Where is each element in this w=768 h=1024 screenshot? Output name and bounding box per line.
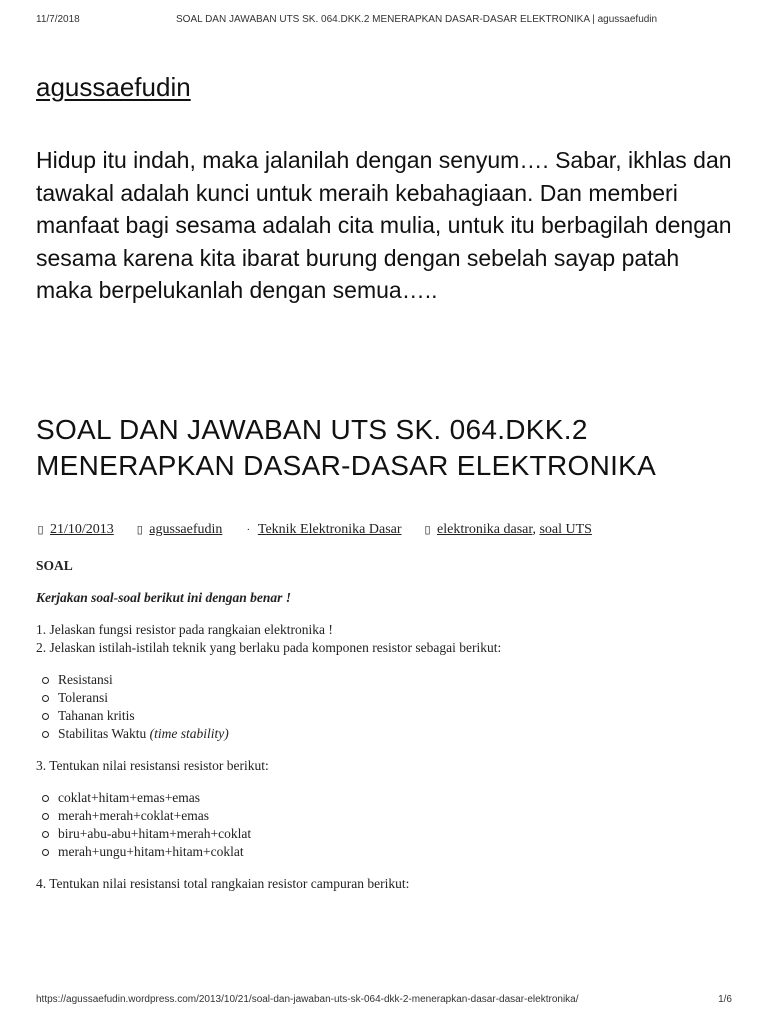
calendar-icon: ▯	[37, 524, 44, 536]
post-date-link[interactable]: 21/10/2013	[50, 522, 114, 537]
tag-icon: ▯	[424, 524, 431, 536]
folder-icon: ·	[246, 524, 251, 536]
print-url: https://agussaefudin.wordpress.com/2013/10/21/soal-dan-jawaban-uts-sk-064-dkk-2-menerapkan-dasar-dasar-elektronika/	[36, 994, 579, 1005]
question-2: 2. Jelaskan istilah-istilah teknik yang berlaku pada komponen resistor sebagai berikut:	[36, 640, 502, 655]
content-heading: SOAL	[36, 558, 73, 573]
tag-link-2[interactable]: soal UTS	[539, 522, 592, 537]
list-item: Toleransi	[36, 689, 736, 707]
list-item: Resistansi	[36, 671, 736, 689]
question-4: 4. Tentukan nilai resistansi total rangkaian resistor campuran berikut:	[36, 876, 410, 891]
list-item: coklat+hitam+emas+emas	[36, 789, 736, 807]
list-item: biru+abu-abu+hitam+merah+coklat	[36, 825, 736, 843]
tag-link-1[interactable]: elektronika dasar	[437, 522, 533, 537]
post-meta	[36, 521, 736, 539]
list-item-italic-note: (time stability)	[149, 726, 229, 741]
site-title-link[interactable]: agussaefudin	[36, 72, 191, 102]
print-date: 11/7/2018	[36, 14, 80, 25]
print-page-title: SOAL DAN JAWABAN UTS SK. 064.DKK.2 MENERAPKAN DASAR-DASAR ELEKTRONIKA | agussaefudin	[176, 14, 658, 25]
question-3: 3. Tentukan nilai resistansi resistor berikut:	[36, 758, 269, 773]
instruction-text: Kerjakan soal-soal berikut ini dengan benar !	[36, 590, 292, 605]
tag-separator: ,	[532, 522, 536, 537]
question-1: 1. Jelaskan fungsi resistor pada rangkaian elektronika !	[36, 622, 333, 637]
print-header	[36, 14, 732, 28]
author-link[interactable]: agussaefudin	[149, 522, 223, 537]
list-item-text: Stabilitas Waktu	[58, 726, 147, 741]
post-title: SOAL DAN JAWABAN UTS SK. 064.DKK.2 MENERAPKAN DASAR-DASAR ELEKTRONIKA	[36, 414, 657, 481]
site-tagline: Hidup itu indah, maka jalanilah dengan senyum…. Sabar, ikhlas dan tawakal adalah kunci untuk meraih kebahagiaan. Dan memberi manfaat bagi sesama adalah cita mulia, untuk itu berbagilah dengan sesama karena kita ibarat burung dengan sebelah sayap patah maka berpelukanlah dengan semua…..	[36, 147, 732, 303]
category-link[interactable]: Teknik Elektronika Dasar	[257, 522, 402, 537]
question-2-list	[36, 671, 736, 743]
list-item: merah+ungu+hitam+hitam+coklat	[36, 843, 736, 861]
print-page-number: 1/6	[718, 994, 732, 1005]
list-item: Tahanan kritis	[36, 707, 736, 725]
list-item	[36, 725, 736, 743]
question-3-list	[36, 789, 736, 861]
list-item: merah+merah+coklat+emas	[36, 807, 736, 825]
user-icon: ▯	[136, 524, 143, 536]
post-content	[36, 557, 736, 893]
